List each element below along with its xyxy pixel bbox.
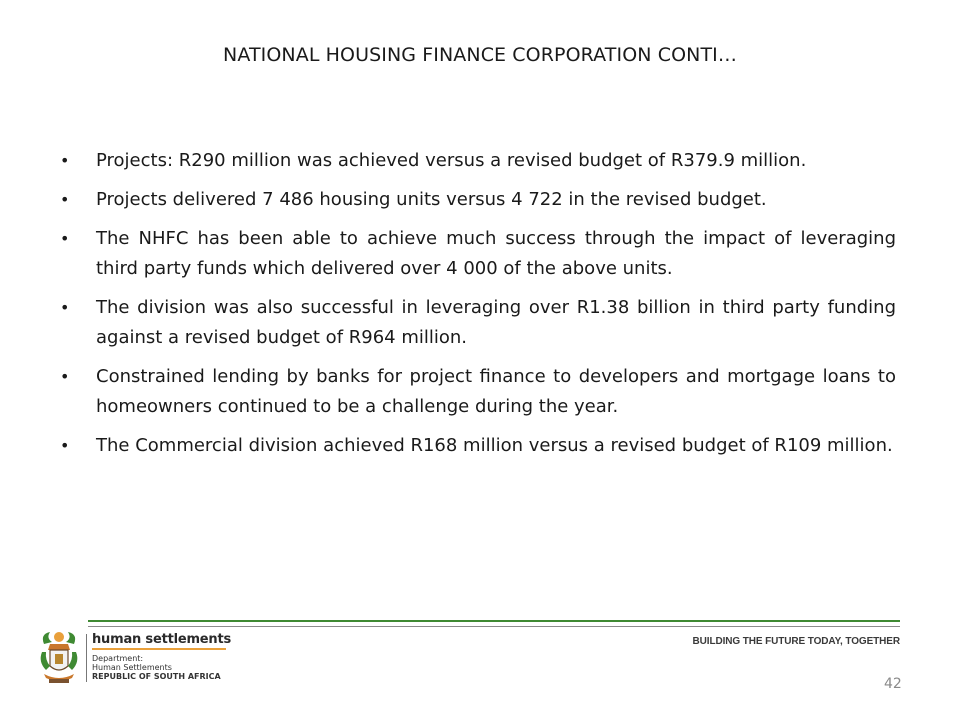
department-logo: [36, 628, 232, 690]
logo-divider: [86, 634, 87, 682]
brand-underline: [92, 648, 226, 650]
dept-label: Department:: [92, 654, 144, 663]
footer-green-rule: [88, 620, 900, 622]
bullet-marker: •: [60, 190, 70, 209]
bullet-item: [60, 293, 896, 353]
bullet-text: The Commercial division achieved R168 million versus a revised budget of R109 million.: [96, 435, 893, 456]
bullet-text: Projects: R290 million was achieved versus a revised budget of R379.9 million.: [96, 150, 807, 171]
slide-title: NATIONAL HOUSING FINANCE CORPORATION CONTI…: [223, 44, 737, 66]
bullet-text: Projects delivered 7 486 housing units versus 4 722 in the revised budget.: [96, 189, 767, 210]
brand-name: human settlements: [92, 632, 232, 647]
bullet-marker: •: [60, 151, 70, 170]
bullet-list: [60, 146, 896, 470]
bullet-marker: •: [60, 367, 70, 386]
footer-grey-rule: [88, 626, 900, 627]
bullet-item: [60, 224, 896, 284]
bullet-text: The division was also successful in leveraging over R1.38 billion in third party funding against a revised budget of R964 million.: [96, 297, 896, 348]
bullet-text: The NHFC has been able to achieve much success through the impact of leveraging third party funds which delivered over 4 000 of the above units.: [96, 228, 896, 279]
dept-name: Human Settlements: [92, 663, 172, 672]
country-name: REPUBLIC OF SOUTH AFRICA: [92, 672, 221, 681]
page-number: 42: [884, 676, 902, 692]
bullet-text: Constrained lending by banks for project finance to developers and mortgage loans to homeowners continued to be a challenge during the year.: [96, 366, 896, 417]
coat-of-arms-icon: [36, 628, 82, 686]
bullet-marker: •: [60, 436, 70, 455]
bullet-item: [60, 146, 896, 176]
bullet-item: [60, 431, 896, 461]
bullet-item: [60, 185, 896, 215]
bullet-item: [60, 362, 896, 422]
bullet-marker: •: [60, 229, 70, 248]
bullet-marker: •: [60, 298, 70, 317]
tagline: BUILDING THE FUTURE TODAY, TOGETHER: [692, 636, 900, 647]
